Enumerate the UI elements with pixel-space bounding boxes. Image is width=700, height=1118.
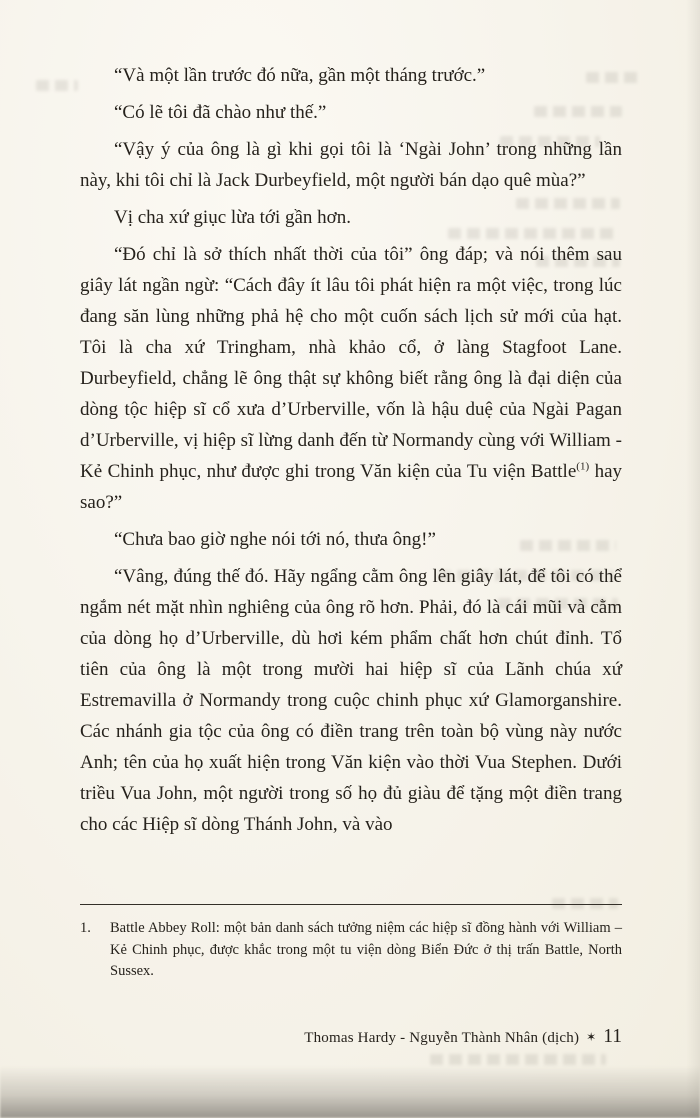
paragraph: “Và một lần trước đó nữa, gần một tháng trước.” bbox=[114, 65, 486, 86]
bleed-through-artifact bbox=[430, 1054, 606, 1065]
page-footer bbox=[304, 1026, 622, 1048]
paragraph-text: “Đó chỉ là sở thích nhất thời của tôi” ông đáp; và nói thêm sau giây lát ngần ngừ: “Cách đây ít lâu tôi phát hiện ra một việc, trong lúc đang săn lùng những phả hệ cho một cuốn sách lịch sử mới của hạt. Tôi là cha xứ Tringham, nhà khảo cổ, ở làng Stagfoot Lane. Durbeyfield, chẳng lẽ ông thật sự không biết rằng ông là đại diện của dòng tộc hiệp sĩ cổ xưa d’Urberville, vốn là hậu duệ của Ngài Pagan d’Urberville, vị hiệp sĩ lừng danh đến từ Normandy cùng với William - Kẻ Chinh phục, như được ghi trong Văn kiện của Tu viện Battle bbox=[80, 244, 622, 482]
star-icon: ✶ bbox=[586, 1030, 597, 1044]
bleed-through-artifact bbox=[36, 80, 78, 91]
text-block bbox=[80, 60, 622, 846]
footnote-area bbox=[80, 904, 622, 983]
paragraph: “Vâng, đúng thế đó. Hãy ngẩng cằm ông lên giây lát, để tôi có thể ngắm nét mặt nhìn nghiêng của ông rõ hơn. Phải, đó là cái mũi và cằm của dòng họ d’Urberville, dù hơi kém phẩm chất hơn chút đỉnh. Tổ tiên của ông là một trong mười hai hiệp sĩ của Lãnh chúa xứ Estremavilla ở Normandy trong cuộc chinh phục xứ Glamorganshire. Các nhánh gia tộc của ông có điền trang trên toàn bộ vùng này nước Anh; tên của họ xuất hiện trong Văn kiện vào thời Vua Stephen. Dưới triều Vua John, một người trong số họ đủ giàu để tặng một điền trang cho các Hiệp sĩ dòng Thánh John, và vào bbox=[80, 566, 622, 835]
footnote-number: 1. bbox=[80, 920, 91, 936]
scan-edge-shadow bbox=[0, 1066, 700, 1118]
paragraph: Vị cha xứ giục lừa tới gần hơn. bbox=[114, 207, 351, 228]
paragraph: “Có lẽ tôi đã chào như thế.” bbox=[114, 102, 327, 123]
scan-edge-shade bbox=[686, 0, 700, 1118]
page-number: 11 bbox=[603, 1026, 622, 1047]
footnote bbox=[80, 918, 622, 983]
footnote-text: Battle Abbey Roll: một bản danh sách tưởng niệm các hiệp sĩ đồng hành với William – Kẻ Chinh phục, được khắc trong một tu viện dòng Biển Đức ở thị trấn Battle, North Sussex. bbox=[110, 920, 622, 979]
paragraph: “Chưa bao giờ nghe nói tới nó, thưa ông!” bbox=[114, 529, 436, 550]
paragraph: “Vậy ý của ông là gì khi gọi tôi là ‘Ngài John’ trong những lần này, khi tôi chỉ là Jack Durbeyfield, một người bán dạo quê mùa?” bbox=[80, 139, 622, 191]
footnote-divider bbox=[80, 904, 622, 905]
paragraph-text: hay sao?” bbox=[80, 461, 622, 513]
footnote-ref: (1) bbox=[576, 460, 590, 473]
footer-credit: Thomas Hardy - Nguyễn Thành Nhân (dịch) bbox=[304, 1030, 580, 1046]
paragraph bbox=[80, 239, 622, 518]
